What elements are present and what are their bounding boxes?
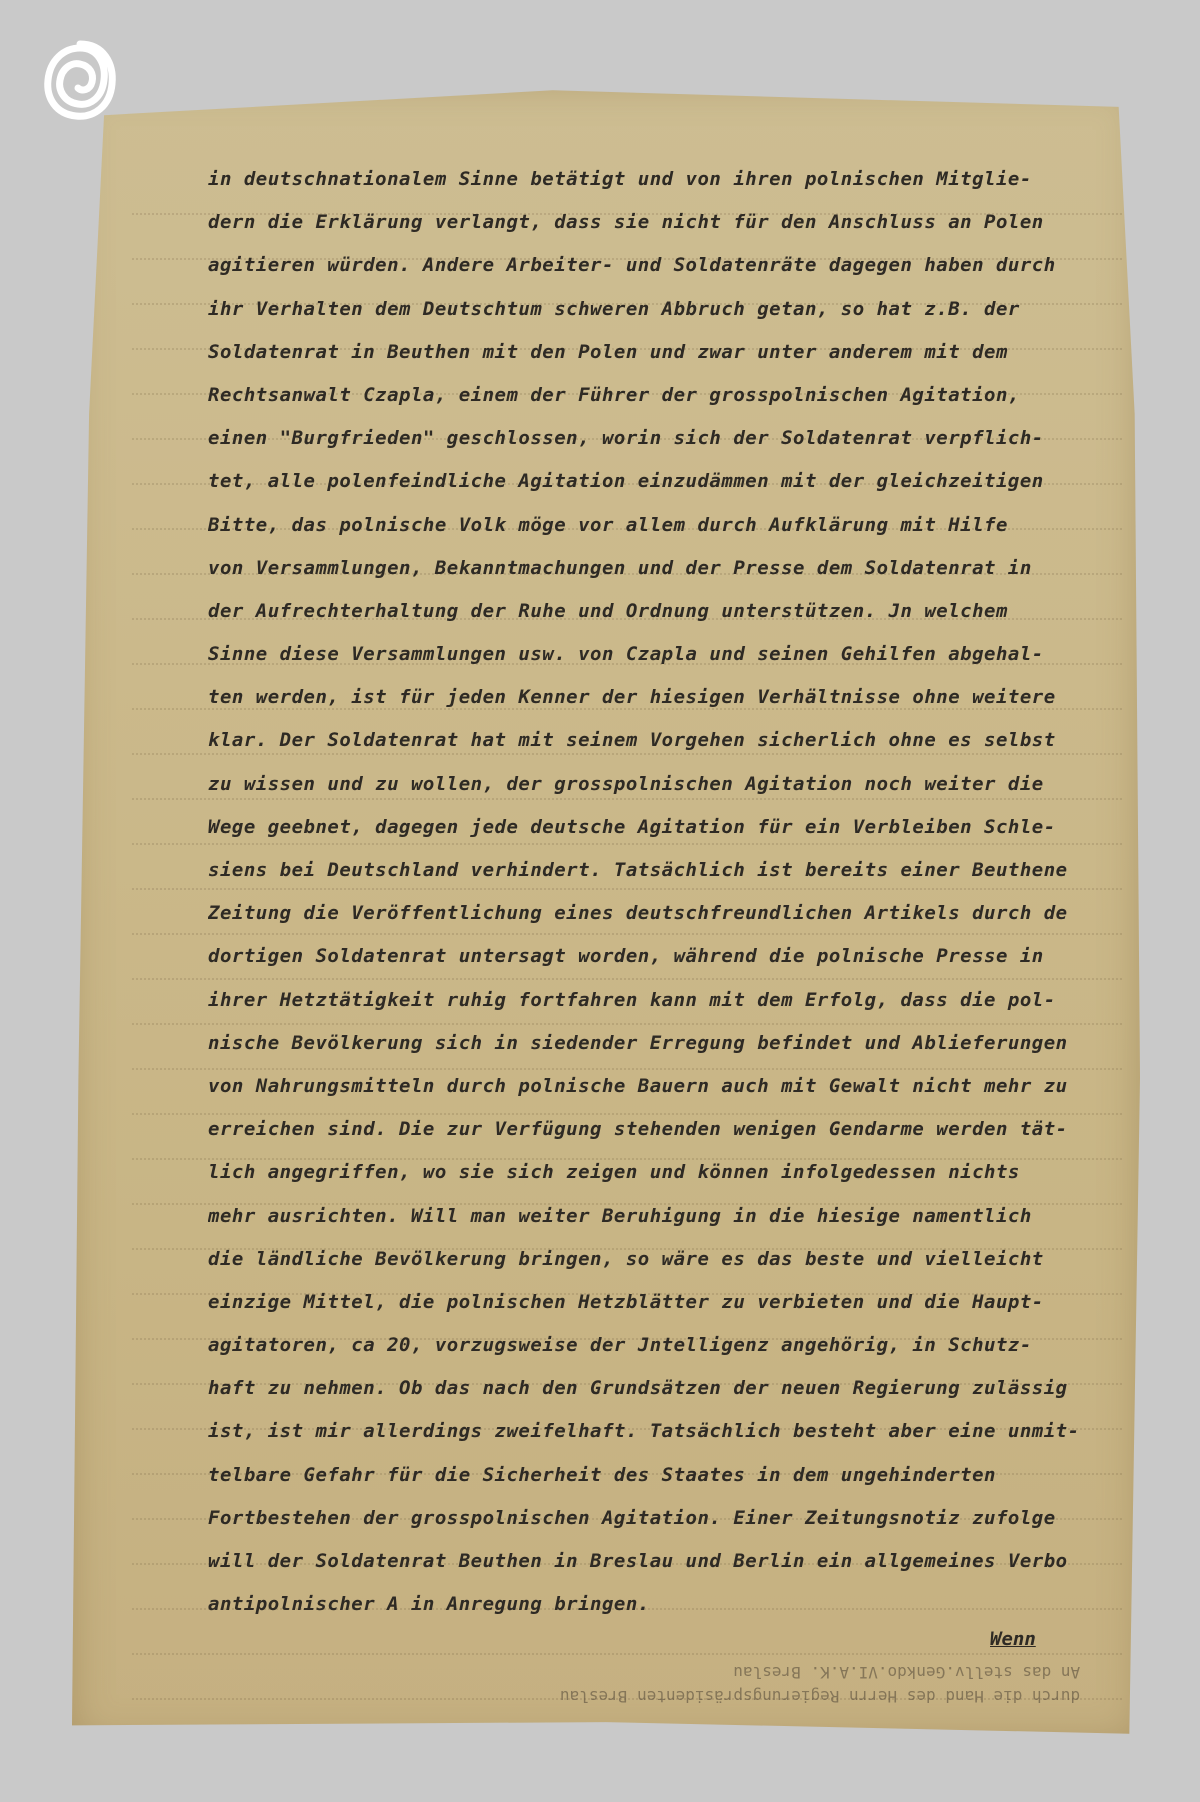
institution-logo-icon bbox=[42, 38, 118, 122]
body-line: mehr ausrichten. Will man weiter Beruhigung in die hiesige namentlich bbox=[208, 1204, 1032, 1227]
body-line: von Versammlungen, Bekanntmachungen und der Presse dem Soldatenrat in bbox=[208, 556, 1032, 579]
catchword: Wenn bbox=[990, 1628, 1036, 1650]
body-line: zu wissen und zu wollen, der grosspolnischen Agitation noch weiter die bbox=[208, 772, 1044, 795]
body-line: nische Bevölkerung sich in siedender Erregung befindet und Ablieferungen bbox=[208, 1031, 1068, 1054]
body-line: dern die Erklärung verlangt, dass sie nicht für den Anschluss an Polen bbox=[208, 211, 1044, 234]
mirrored-footer bbox=[560, 1660, 1080, 1708]
body-line: der Aufrechterhaltung der Ruhe und Ordnung unterstützen. Jn welchem bbox=[208, 599, 1008, 622]
body-line: ihr Verhalten dem Deutschtum schweren Abbruch getan, so hat z.B. der bbox=[208, 297, 1020, 320]
body-line: in deutschnationalem Sinne betätigt und von ihren polnischen Mitglie- bbox=[208, 168, 1032, 190]
body-line: Rechtsanwalt Czapla, einem der Führer der grosspolnischen Agitation, bbox=[208, 383, 1020, 406]
body-line: will der Soldatenrat Beuthen in Breslau und Berlin ein allgemeines Verbo bbox=[208, 1550, 1068, 1572]
body-line: einen "Burgfrieden" geschlossen, worin sich der Soldatenrat verpflich- bbox=[208, 427, 1044, 450]
body-line: lich angegriffen, wo sie sich zeigen und können infolgedessen nichts bbox=[208, 1161, 1020, 1184]
body-line: tet, alle polenfeindliche Agitation einzudämmen mit der gleichzeitigen bbox=[208, 470, 1044, 493]
body-line: Fortbestehen der grosspolnischen Agitation. Einer Zeitungsnotiz zufolge bbox=[208, 1506, 1056, 1529]
body-line: agitatoren, ca 20, vorzugsweise der Jntelligenz angehörig, in Schutz- bbox=[208, 1334, 1032, 1357]
body-line: Soldatenrat in Beuthen mit den Polen und zwar unter anderem mit dem bbox=[208, 340, 1008, 363]
mirrored-footer-line: durch die Hand des Herrn Regierungspräsidenten Breslau bbox=[560, 1687, 1081, 1706]
body-line: Sinne diese Versammlungen usw. von Czapla und seinen Gehilfen abgehal- bbox=[208, 643, 1044, 666]
body-line: agitieren würden. Andere Arbeiter- und Soldatenräte dagegen haben durch bbox=[208, 254, 1056, 277]
body-line: ihrer Hetztätigkeit ruhig fortfahren kann mit dem Erfolg, dass die pol- bbox=[208, 988, 1056, 1011]
body-line: Zeitung die Veröffentlichung eines deutschfreundlichen Artikels durch de bbox=[208, 902, 1068, 925]
body-line: haft zu nehmen. Ob das nach den Grundsätzen der neuen Regierung zulässig bbox=[208, 1377, 1068, 1400]
body-line: ten werden, ist für jeden Kenner der hiesigen Verhältnisse ohne weitere bbox=[208, 686, 1056, 709]
body-line: dortigen Soldatenrat untersagt worden, während die polnische Presse in bbox=[208, 945, 1044, 968]
body-line: klar. Der Soldatenrat hat mit seinem Vorgehen sicherlich ohne es selbst bbox=[208, 729, 1056, 752]
body-line: von Nahrungsmitteln durch polnische Bauern auch mit Gewalt nicht mehr zu bbox=[208, 1074, 1068, 1097]
body-line: Bitte, das polnische Volk möge vor allem durch Aufklärung mit Hilfe bbox=[208, 513, 1008, 536]
body-line: ist, ist mir allerdings zweifelhaft. Tatsächlich besteht aber eine unmit- bbox=[208, 1420, 1080, 1443]
body-line: antipolnischer A in Anregung bringen. bbox=[208, 1593, 650, 1616]
body-line: erreichen sind. Die zur Verfügung stehenden wenigen Gendarme werden tät- bbox=[208, 1118, 1068, 1141]
body-line: telbare Gefahr für die Sicherheit des Staates in dem ungehinderten bbox=[208, 1463, 996, 1486]
body-line: siens bei Deutschland verhindert. Tatsächlich ist bereits einer Beuthene bbox=[208, 859, 1068, 881]
body-line: die ländliche Bevölkerung bringen, so wäre es das beste und vielleicht bbox=[208, 1247, 1044, 1270]
body-line: einzige Mittel, die polnischen Hetzblätter zu verbieten und die Haupt- bbox=[208, 1290, 1044, 1313]
body-line: Wege geebnet, dagegen jede deutsche Agitation für ein Verbleiben Schle- bbox=[208, 815, 1056, 838]
letter-body bbox=[208, 158, 1128, 1626]
mirrored-footer-line: An das stellv.Genkdo.VI.A.K. Breslau bbox=[733, 1663, 1081, 1682]
